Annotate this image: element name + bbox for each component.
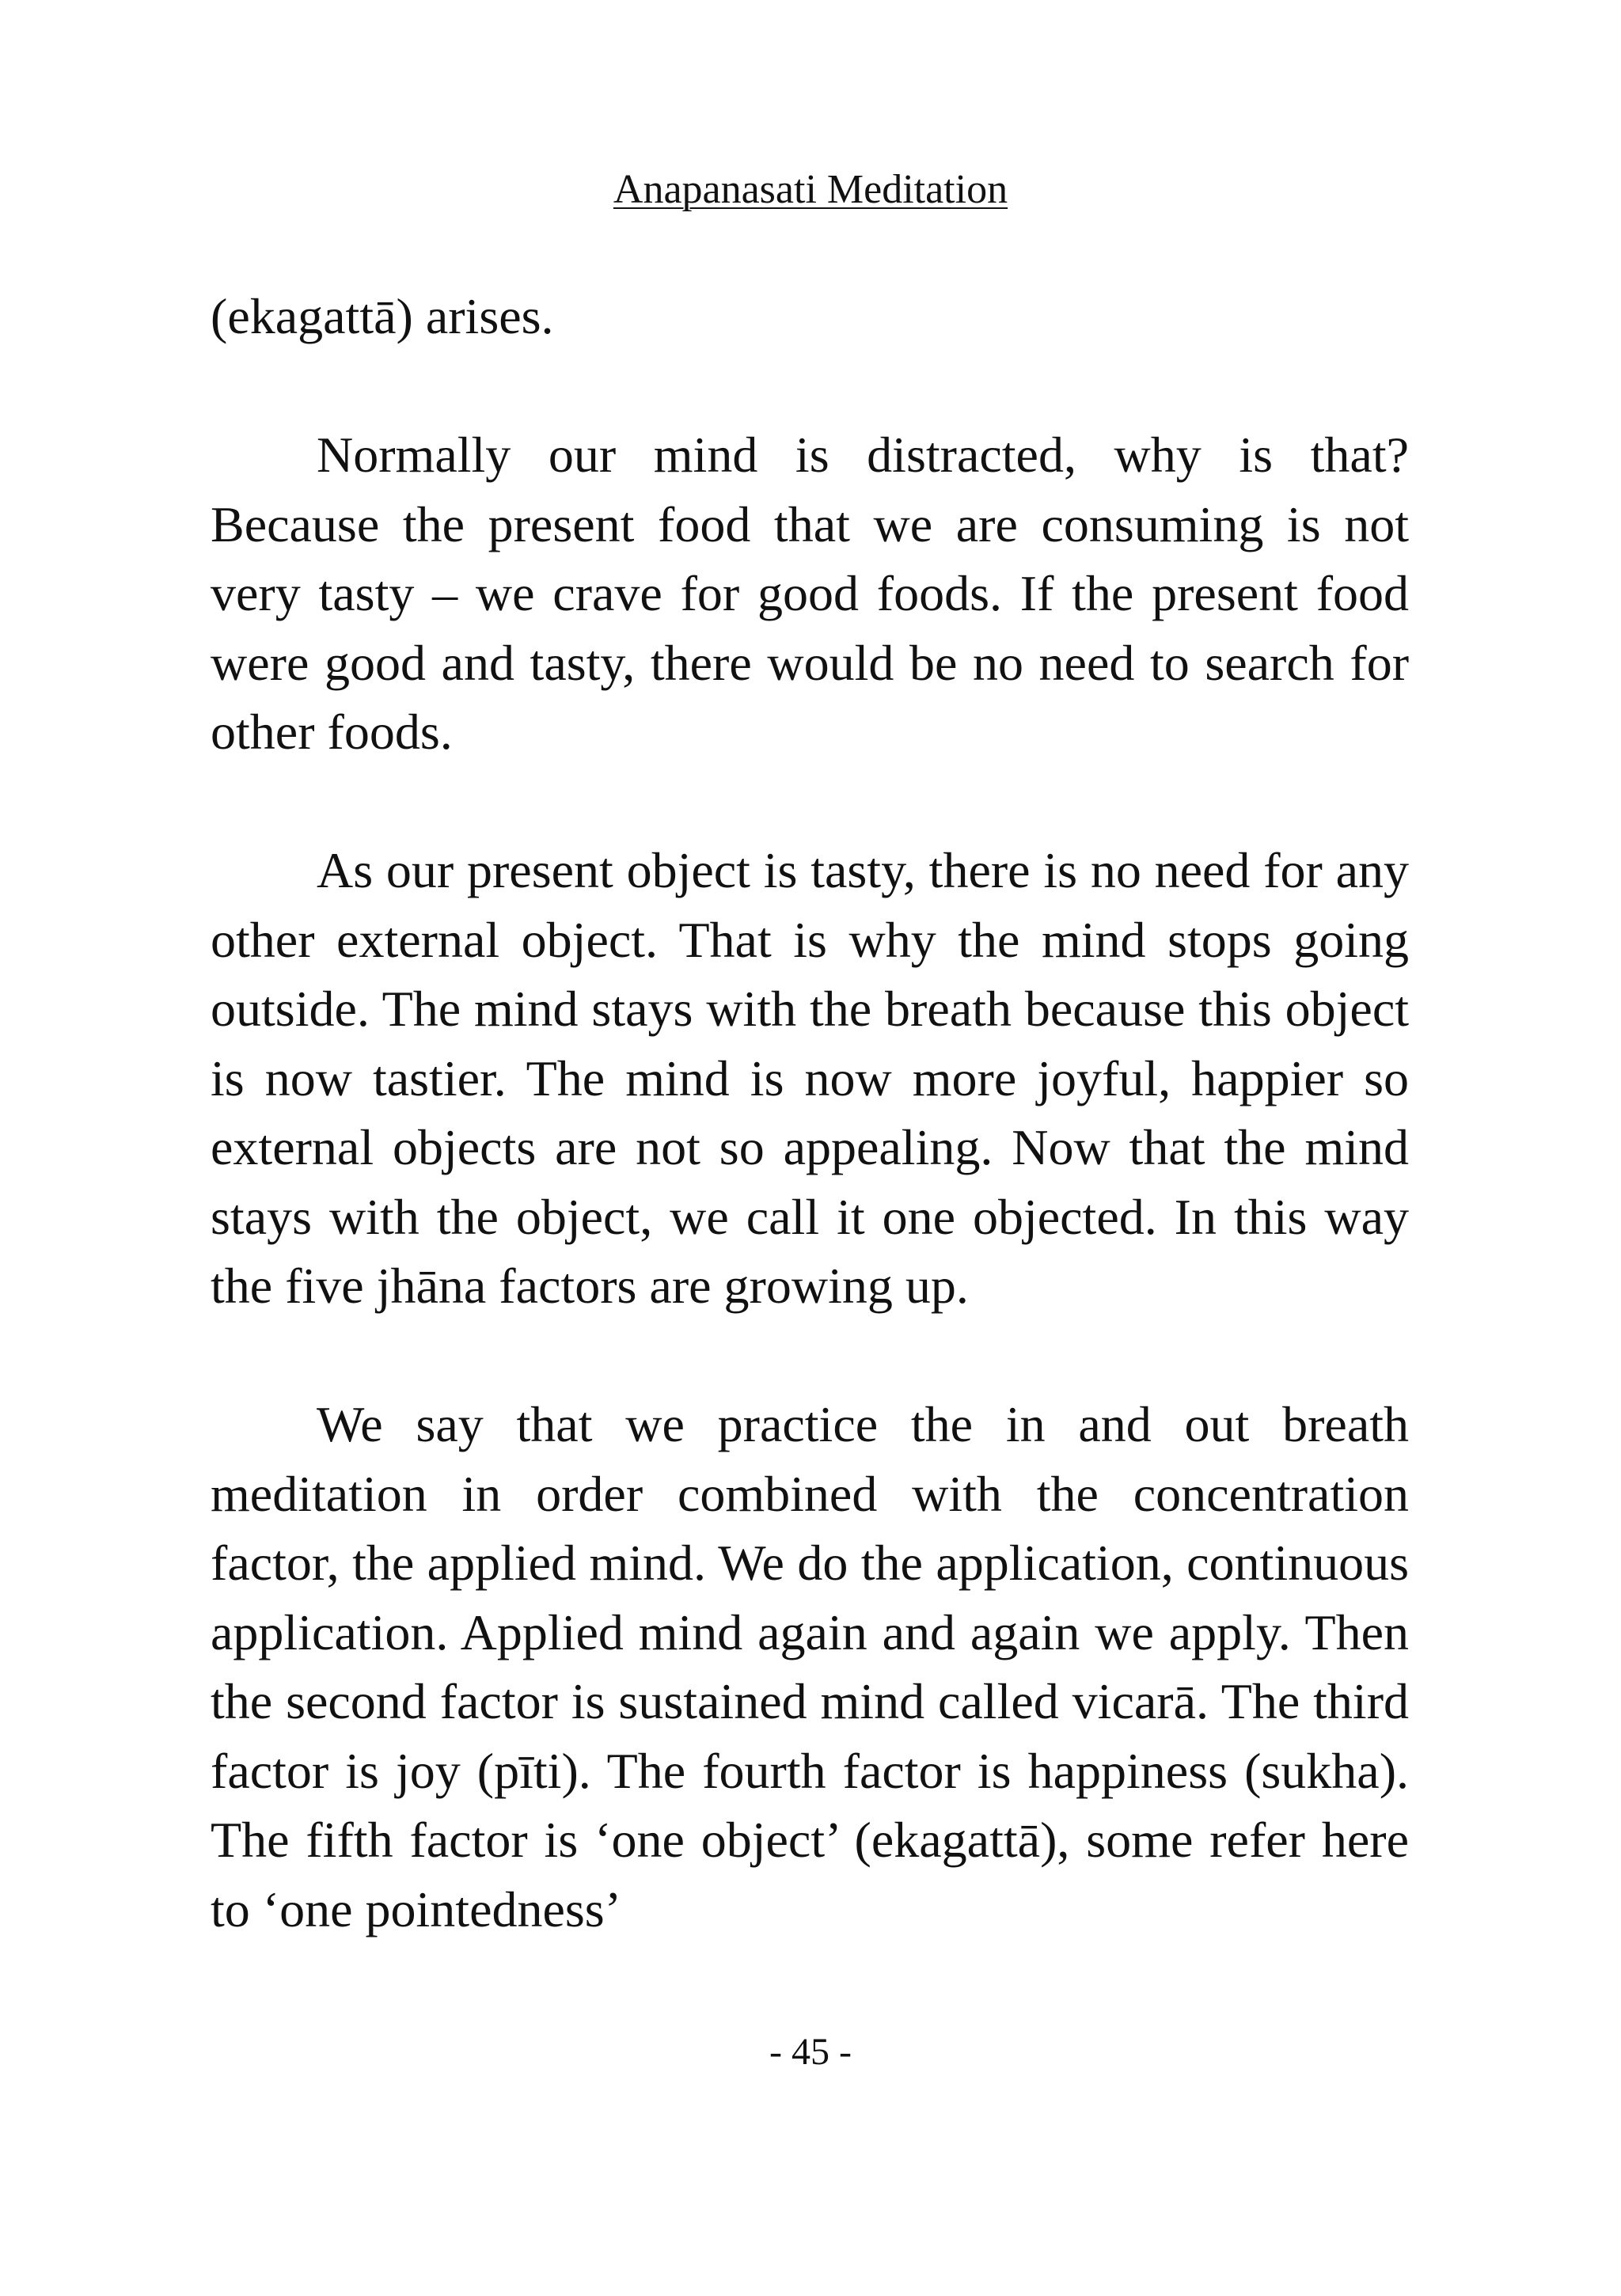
- page-number: - 45 -: [769, 2031, 852, 2073]
- body-text: [211, 282, 1409, 1944]
- running-header-title: Anapanasati Meditation: [613, 167, 1008, 212]
- paragraph: We say that we practice the in and out breath meditation in order combined with the concentration factor, the applied mind. We do the application, continuous application. Applied mind again and again we apply. Then the second factor is sustained mind called vicarā. The third factor is joy (pīti). The fourth factor is happiness (sukha). The fifth factor is ‘one object’ (ekagattā), some refer here to ‘one pointedness’: [211, 1396, 1409, 1937]
- paragraph: Normally our mind is distracted, why is that? Because the present food that we are consuming is not very tasty – we crave for good foods. If the present food were good and tasty, there would be no need to search for other foods.: [211, 427, 1409, 760]
- paragraph: As our present object is tasty, there is no need for any other external object. That is why the mind stops going outside. The mind stays with the breath because this object is now tastier. The mind is now more joyful, happier so external objects are not so appealing. Now that the mind stays with the object, we call it one objected. In this way the five jhāna factors are growing up.: [211, 842, 1409, 1314]
- paragraph-continuation: (ekagattā) arises.: [211, 288, 554, 344]
